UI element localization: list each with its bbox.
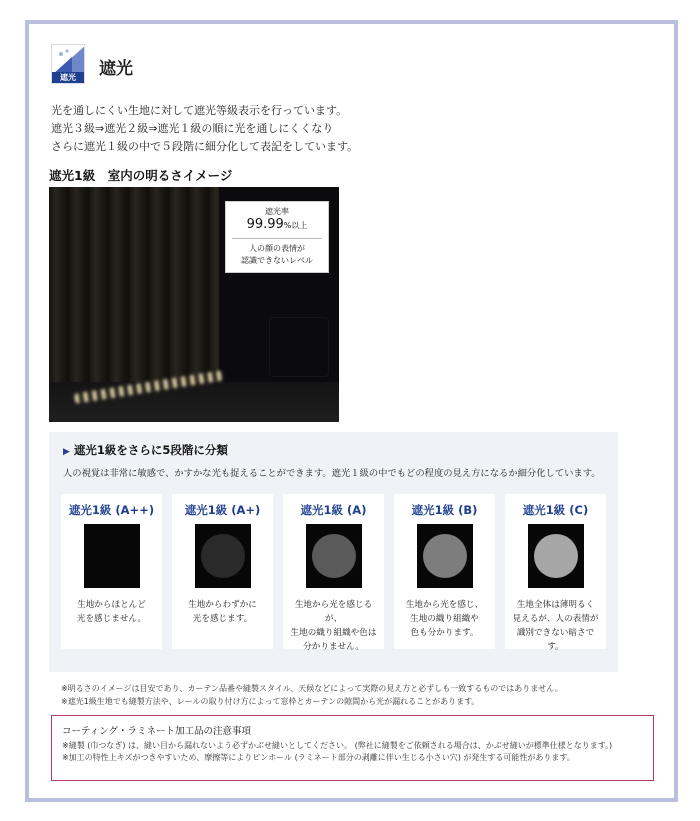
light-circle [423,534,467,578]
grade-description: 生地全体は薄明るく 見えるが、人の表情が 識別できない暗さです。 [512,600,599,652]
light-circle [201,534,245,578]
grade-description: 生地からほとんど 光を感じません。 [76,600,147,624]
grade-description: 生地からわずかに 光を感じます。 [188,600,257,624]
shading-rate-unit: %以上 [283,221,308,230]
grade-label: 遮光1級 (A+) [184,503,261,517]
intro-text [51,102,358,156]
shading-rate-value: 99.99%以上 [246,217,308,232]
shading-rate-description: 人の顔の表情が 認識できないレベル [241,244,313,265]
grade-card [505,494,606,652]
classification-description: 人の視覚は非常に敏感で、かすかな光も捉えることができます。遮光１級の中でもどの程度の見え方になるか細分化しています。 [63,468,601,479]
shading-rate-label: 遮光率 [265,207,289,216]
light-circle [312,534,356,578]
intro-line: 遮光３級⇒遮光２級⇒遮光１級の順に光を通しにくくなり [51,122,334,135]
caution-title: コーティング・ラミネート加工品の注意事項 [62,726,252,737]
grade-label: 遮光1級 (A++) [68,503,155,517]
shading-rate-box [225,201,329,273]
furniture-graphic [269,317,329,377]
grade-list [61,494,606,652]
intro-line: さらに遮光１級の中で５段階に細分化して表記をしています。 [51,140,359,153]
grade-card [61,494,162,649]
caution-box [51,715,654,781]
classification-title: ▶ 遮光1級をさらに5段階に分類 [63,443,228,457]
shading-icon [51,44,85,84]
grade-label: 遮光1級 (C) [522,503,589,517]
note-line: ※明るさのイメージは目安であり、カーテン品番や縫製スタイル、天候などによって実際の見え方と必ずしも一致するものではありません。 [61,684,563,693]
page-title: 遮光 [99,59,133,79]
floor-graphic [49,382,339,422]
triangle-right-icon: ▶ [63,447,70,457]
grade-label: 遮光1級 (B) [411,503,478,517]
light-swatch [195,524,251,588]
caution-line: ※縫製 (巾つなぎ) は、縫い目から漏れないよう必ずかぶせ縫いとしてください。 (弊社に縫製をご依頼される場合は、かぶせ縫いが標準仕様となります。) [62,741,613,750]
grade-card [394,494,495,649]
light-swatch [84,524,140,588]
light-circle [90,534,134,578]
grade-card [172,494,273,649]
light-swatch [306,524,362,588]
light-swatch [417,524,473,588]
grade-label: 遮光1級 (A) [300,503,367,517]
grade-card [283,494,384,652]
grade-description: 生地から光を感じ、 生地の織り組織や 色も分かります。 [405,600,484,638]
page-frame [25,20,678,802]
light-circle [534,534,578,578]
caution-line: ※加工の特性上キズがつきやすいため、摩擦等によりピンホール (ラミネート部分の剥離に伴い生じる小さい穴) が発生する可能性があります。 [62,753,575,762]
classification-panel [49,432,618,672]
note-line: ※遮光1級生地でも縫製方法や、レールの取り付け方によって窓枠とカーテンの隙間から光が漏れることがあります。 [61,697,480,706]
room-brightness-image [49,187,339,422]
intro-line: 光を通しにくい生地に対して遮光等級表示を行っています。 [51,104,348,117]
grade-description: 生地から光を感じるが、 生地の織り組織や色は 分かりません。 [290,600,377,652]
notes [61,682,563,708]
logo-text: 遮光 [52,72,84,83]
image-section-title: 遮光1級 室内の明るさイメージ [49,168,233,183]
light-swatch [528,524,584,588]
